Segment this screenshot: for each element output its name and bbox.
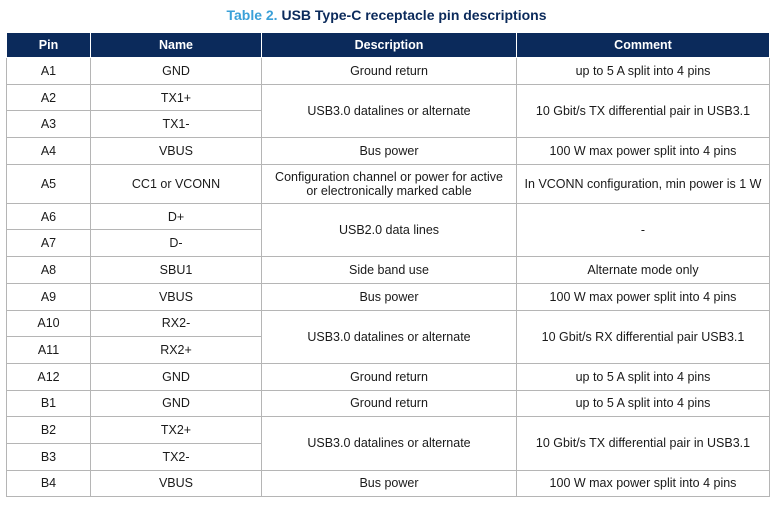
pin-cell: A11 <box>7 337 91 364</box>
description-cell: Ground return <box>262 390 517 417</box>
table-title: USB Type-C receptacle pin descriptions <box>281 7 547 23</box>
pin-cell: B1 <box>7 390 91 417</box>
table-row <box>7 470 770 497</box>
name-cell: TX2+ <box>91 417 262 444</box>
name-cell: TX2- <box>91 443 262 470</box>
comment-cell: - <box>517 203 770 256</box>
name-cell: TX1+ <box>91 84 262 111</box>
name-cell: VBUS <box>91 470 262 497</box>
table-row <box>7 164 770 203</box>
description-cell: Ground return <box>262 58 517 85</box>
name-cell: VBUS <box>91 283 262 310</box>
comment-cell: up to 5 A split into 4 pins <box>517 390 770 417</box>
pin-cell: A2 <box>7 84 91 111</box>
header-pin: Pin <box>7 33 91 58</box>
pin-cell: A1 <box>7 58 91 85</box>
comment-cell: 100 W max power split into 4 pins <box>517 470 770 497</box>
pin-cell: A4 <box>7 138 91 165</box>
table-row <box>7 138 770 165</box>
table-row <box>7 390 770 417</box>
description-cell: USB3.0 datalines or alternate <box>262 310 517 363</box>
pin-cell: B3 <box>7 443 91 470</box>
description-cell: Ground return <box>262 363 517 390</box>
table-row <box>7 310 770 337</box>
comment-cell: up to 5 A split into 4 pins <box>517 58 770 85</box>
pin-cell: B4 <box>7 470 91 497</box>
pin-cell: B2 <box>7 417 91 444</box>
pin-cell: A12 <box>7 363 91 390</box>
description-cell: Side band use <box>262 257 517 284</box>
name-cell: RX2- <box>91 310 262 337</box>
table-row <box>7 283 770 310</box>
table-caption <box>0 0 773 32</box>
table-row <box>7 363 770 390</box>
name-cell: CC1 or VCONN <box>91 164 262 203</box>
table-row <box>7 257 770 284</box>
name-cell: D+ <box>91 203 262 230</box>
comment-cell: up to 5 A split into 4 pins <box>517 363 770 390</box>
pin-cell: A5 <box>7 164 91 203</box>
table-row <box>7 203 770 230</box>
comment-cell: 100 W max power split into 4 pins <box>517 138 770 165</box>
pin-cell: A9 <box>7 283 91 310</box>
description-cell: Configuration channel or power for active or electronically marked cable <box>262 164 517 203</box>
name-cell: VBUS <box>91 138 262 165</box>
table-number: Table 2. <box>226 7 278 23</box>
header-row <box>7 33 770 58</box>
name-cell: TX1- <box>91 111 262 138</box>
description-cell: USB3.0 datalines or alternate <box>262 84 517 137</box>
name-cell: D- <box>91 230 262 257</box>
name-cell: GND <box>91 58 262 85</box>
pin-cell: A6 <box>7 203 91 230</box>
table-row <box>7 417 770 444</box>
comment-cell: In VCONN configuration, min power is 1 W <box>517 164 770 203</box>
name-cell: SBU1 <box>91 257 262 284</box>
name-cell: GND <box>91 390 262 417</box>
pin-cell: A8 <box>7 257 91 284</box>
comment-cell: Alternate mode only <box>517 257 770 284</box>
header-name: Name <box>91 33 262 58</box>
description-cell: Bus power <box>262 283 517 310</box>
pin-table <box>6 32 770 497</box>
table-row <box>7 84 770 111</box>
description-cell: USB2.0 data lines <box>262 203 517 256</box>
header-description: Description <box>262 33 517 58</box>
description-cell: USB3.0 datalines or alternate <box>262 417 517 470</box>
table-row <box>7 58 770 85</box>
comment-cell: 10 Gbit/s TX differential pair in USB3.1 <box>517 84 770 137</box>
name-cell: GND <box>91 363 262 390</box>
description-cell: Bus power <box>262 470 517 497</box>
pin-cell: A10 <box>7 310 91 337</box>
comment-cell: 100 W max power split into 4 pins <box>517 283 770 310</box>
name-cell: RX2+ <box>91 337 262 364</box>
comment-cell: 10 Gbit/s RX differential pair USB3.1 <box>517 310 770 363</box>
header-comment: Comment <box>517 33 770 58</box>
description-cell: Bus power <box>262 138 517 165</box>
pin-cell: A7 <box>7 230 91 257</box>
comment-cell: 10 Gbit/s TX differential pair in USB3.1 <box>517 417 770 470</box>
pin-cell: A3 <box>7 111 91 138</box>
